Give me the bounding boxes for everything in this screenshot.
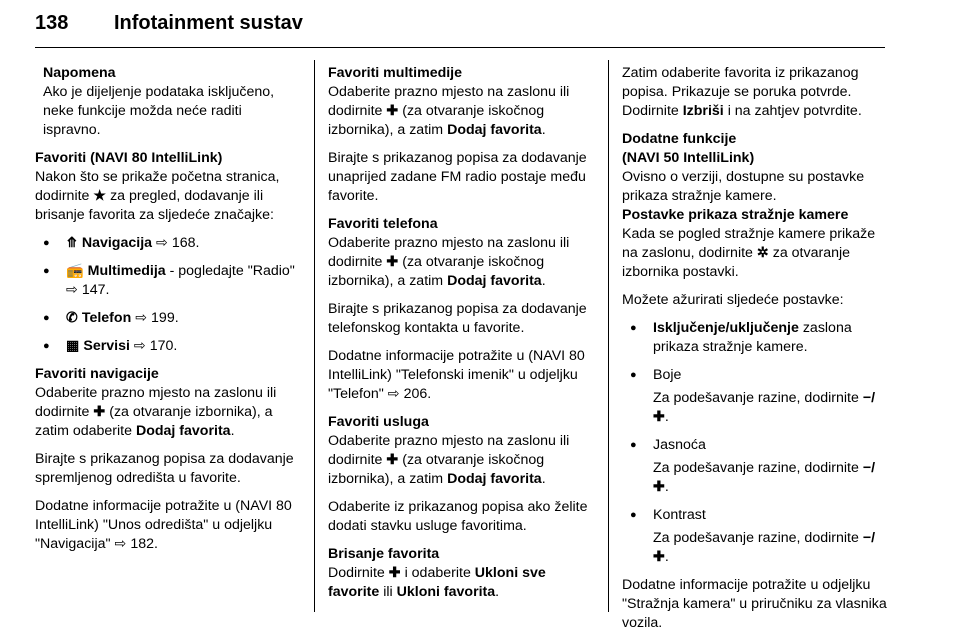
nav-favorites-text: Odaberite prazno mjesto na zaslonu ili dodirnite ✚ (za otvaranje izbornika), a zatim odaberite Dodaj favorita.: [35, 385, 277, 439]
delete-favorites-text: Dodirnite ✚ i odaberite Ukloni sve favorite ili Ukloni favorita.: [328, 565, 546, 600]
column-3: [622, 64, 888, 633]
multimedia-favorites-heading: Favoriti multimedije: [328, 65, 463, 81]
column-divider-1: [314, 60, 315, 612]
list-item: ● Isključenje/uključenje zaslona prikaza stražnje kamere.: [622, 319, 888, 357]
column-divider-2: [608, 60, 609, 612]
reference-arrow-icon: ⇨: [387, 386, 400, 402]
page-reference[interactable]: 168.: [171, 235, 200, 251]
navigation-icon: ⤊: [66, 235, 78, 251]
additional-functions-subheading: (NAVI 50 IntelliLink): [622, 150, 755, 166]
plus-icon: ✚: [386, 452, 399, 468]
list-item: ● ⤊ Navigacija ⇨ 168.: [35, 234, 303, 253]
page-reference[interactable]: 206.: [403, 386, 432, 402]
list-item: ● 📻 Multimedija - pogledajte "Radio" ⇨ 147.: [35, 262, 303, 300]
gear-icon: ✲: [756, 245, 769, 261]
favorites-intro: Nakon što se prikaže početna stranica, dodirnite ★ za pregled, dodavanje ili brisanje favorita za sljedeće značajke:: [35, 169, 280, 223]
reference-arrow-icon: ⇨: [135, 310, 148, 326]
list-item: ● Kontrast Za podešavanje razine, dodirnite −/✚.: [622, 506, 888, 567]
additional-functions-text: Ovisno o verziji, dostupne su postavke prikaza stražnje kamere.: [622, 169, 865, 204]
multimedia-favorites-p2: Birajte s prikazanog popisa za dodavanje unaprijed zadane FM radio postaje među favorite.: [328, 150, 587, 204]
phone-favorites-text: Odaberite prazno mjesto na zaslonu ili dodirnite ✚ (za otvaranje iskočnog izbornika), a zatim Dodaj favorita.: [328, 235, 570, 289]
service-favorites-p2: Odaberite iz prikazanog popisa ako želite dodati stavku usluge favoritima.: [328, 499, 588, 534]
update-settings-text: Možete ažurirati sljedeće postavke:: [622, 292, 844, 308]
plus-icon: ✚: [386, 254, 399, 270]
phone-favorites-heading: Favoriti telefona: [328, 216, 438, 232]
phone-icon: ✆: [66, 310, 78, 326]
header-rule: [35, 47, 885, 48]
page-reference[interactable]: 147.: [81, 282, 110, 298]
service-favorites-heading: Favoriti usluga: [328, 414, 429, 430]
delete-favorites-heading: Brisanje favorita: [328, 546, 440, 562]
reference-arrow-icon: ⇨: [66, 282, 78, 298]
plus-icon: ✚: [388, 565, 401, 581]
page-title: Infotainment sustav: [114, 12, 303, 34]
list-item: ● Boje Za podešavanje razine, dodirnite −/✚.: [622, 366, 888, 427]
list-item: ● ✆ Telefon ⇨ 199.: [35, 309, 303, 328]
nav-favorites-p3: Dodatne informacije potražite u (NAVI 80 IntelliLink) "Unos odredišta" u odjeljku "Navigacija" ⇨ 182.: [35, 498, 292, 552]
list-item: ● Jasnoća Za podešavanje razine, dodirnite −/✚.: [622, 436, 888, 497]
multimedia-favorites-text: Odaberite prazno mjesto na zaslonu ili dodirnite ✚ (za otvaranje iskočnog izbornika), a zatim Dodaj favorita.: [328, 84, 570, 138]
star-icon: ★: [93, 188, 107, 204]
favorites-feature-list: [35, 234, 303, 356]
favorites-heading: Favoriti (NAVI 80 IntelliLink): [35, 150, 223, 166]
delete-confirm-text: Zatim odaberite favorita iz prikazanog popisa. Prikazuje se poruka potvrde. Dodirnite Izbriši i na zahtjev potvrdite.: [622, 65, 862, 119]
radio-icon: 📻: [66, 263, 84, 279]
page-reference[interactable]: 199.: [151, 310, 179, 326]
phone-favorites-p2: Birajte s prikazanog popisa za dodavanje telefonskog kontakta u favorite.: [328, 301, 587, 336]
plus-icon: ✚: [386, 103, 399, 119]
list-item: ● ▦ Servisi ⇨ 170.: [35, 337, 303, 356]
minus-plus-icon: −/✚: [653, 530, 876, 565]
page-reference[interactable]: 182.: [130, 536, 158, 552]
nav-favorites-p2: Birajte s prikazanog popisa za dodavanje spremljenog odredišta u favorite.: [35, 451, 294, 486]
page-header: [35, 8, 885, 42]
camera-settings-text: Kada se pogled stražnje kamere prikaže na zaslonu, dodirnite ✲ za otvaranje izbornika postavki.: [622, 226, 876, 280]
reference-arrow-icon: ⇨: [114, 536, 127, 552]
note-title: Napomena: [43, 65, 116, 81]
services-icon: ▦: [66, 338, 80, 354]
minus-plus-icon: −/✚: [653, 460, 876, 495]
additional-functions-heading: Dodatne funkcije: [622, 131, 737, 147]
column-2: [328, 64, 598, 602]
camera-settings-heading: Postavke prikaza stražnje kamere: [622, 207, 849, 223]
page-reference[interactable]: 170.: [149, 338, 178, 354]
note-box: [35, 64, 303, 140]
service-favorites-text: Odaberite prazno mjesto na zaslonu ili dodirnite ✚ (za otvaranje iskočnog izbornika), a zatim Dodaj favorita.: [328, 433, 570, 487]
reference-arrow-icon: ⇨: [133, 338, 146, 354]
page-number: 138: [35, 12, 69, 34]
camera-settings-list: [622, 319, 888, 567]
minus-plus-icon: −/✚: [653, 390, 876, 425]
column-1: [35, 64, 303, 554]
plus-icon: ✚: [93, 404, 106, 420]
camera-end-text: Dodatne informacije potražite u odjeljku "Stražnja kamera" u priručniku za vlasnika vozila.: [622, 577, 887, 631]
note-text: Ako je dijeljenje podataka isključeno, neke funkcije možda neće raditi ispravno.: [43, 84, 275, 138]
phone-favorites-p3: Dodatne informacije potražite u (NAVI 80 IntelliLink) "Telefonski imenik" u odjeljku "Telefon" ⇨ 206.: [328, 348, 585, 402]
reference-arrow-icon: ⇨: [156, 235, 168, 251]
nav-favorites-heading: Favoriti navigacije: [35, 366, 159, 382]
